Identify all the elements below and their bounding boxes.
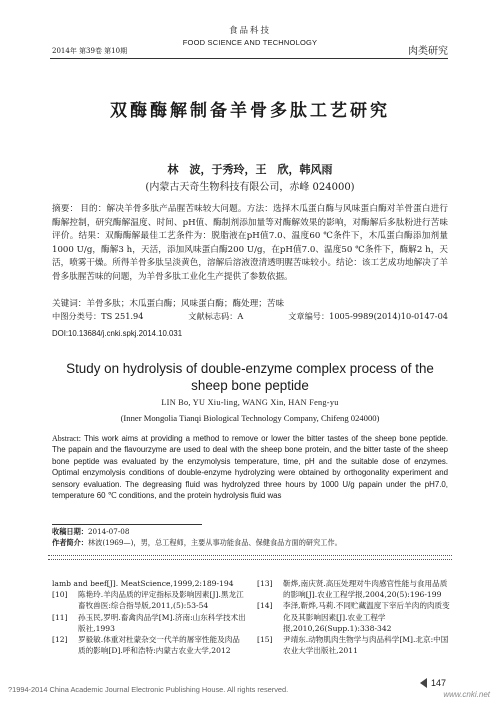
journal-name-en: FOOD SCIENCE AND TECHNOLOGY — [182, 38, 318, 47]
abstract-cn-label: 摘要： — [52, 204, 79, 214]
references-left-column — [52, 578, 247, 656]
reference-text: 罗毅敏.体重对杜蒙杂交一代羊的屠宰性能及肉品质的影响[D].呼和浩特:内蒙古农业大学,2012 — [78, 635, 240, 656]
reference-item — [52, 612, 247, 634]
affiliation-cn: (内蒙古天奇生物科技有限公司，赤峰 024000) — [145, 182, 355, 193]
authors-cn: 林 波，于秀玲，王 欣，韩风雨 — [167, 163, 333, 176]
received-label: 收稿日期： — [52, 527, 88, 536]
reference-text: 尹靖东.动物肌肉生物学与肉品科学[M].北京:中国农业大学出版社,2011 — [283, 635, 449, 656]
keywords-cn-text: 羊骨多肽；木瓜蛋白酶；风味蛋白酶；酶处理；苦味 — [86, 299, 285, 309]
reference-number: [10] — [52, 590, 68, 600]
author-label: 作者简介： — [52, 538, 88, 547]
reference-number: [14] — [257, 601, 273, 611]
page-number — [420, 678, 446, 688]
triangle-left-icon — [420, 678, 427, 688]
cnki-watermark: www.cnki.net — [443, 690, 490, 699]
doi[interactable]: DOI:10.13684/j.cnki.spkj.2014.10.031 — [52, 329, 183, 338]
reference-number: [15] — [257, 635, 273, 645]
reference-item — [52, 578, 247, 589]
reference-item — [257, 600, 452, 634]
abstract-en — [52, 433, 448, 501]
affiliation-en: (Inner Mongolia Tianqi Biological Technology Company, Chifeng 024000) — [120, 413, 380, 423]
page-break-dots — [48, 555, 452, 556]
issue-info: 2014年 第39卷 第10期 — [52, 47, 128, 55]
footnote-author — [52, 538, 342, 548]
reference-text: 靳烨,南庆贤.高压处理对牛肉感官性能与食用品质的影响[J].农业工程学报,2004,20(5):196-199 — [283, 579, 448, 600]
reference-number: [11] — [52, 612, 68, 622]
reference-item — [257, 634, 452, 656]
header-rule — [50, 58, 448, 59]
page-number-text: 147 — [430, 678, 446, 688]
title-cn: 双酶酶解制备羊骨多肽工艺研究 — [110, 101, 390, 121]
copyright-footer: ?1994-2014 China Academic Journal Electronic Publishing House. All rights reserved. — [8, 685, 289, 694]
article-meta — [52, 311, 448, 322]
document-code: 文献标志码：A — [188, 311, 244, 321]
abstract-cn-text: 目的：解决羊骨多肽产品腥苦味较大问题。方法：选择木瓜蛋白酶与风味蛋白酶对羊骨蛋白进行酶解控制，研究酶解温度、时间、pH值、酶制剂添加量等对酶解效果的影响，对酶解后多肽粉进行苦味评价。结果：双酶酶解最佳工艺条件为：脱脂液在pH值7.0、温度60 ℃条件下，木瓜蛋白酶添加剂量1000 U/g，酶解3 h，天活，添加风味蛋白酶200 U/g，在pH值7.0、温度50 ℃条件下，酶解2 h，天活，喷雾干燥。所得羊骨多肽呈淡黄色，溶解后溶液澄清透明腥苦味较小。结论：该工艺成功地解决了羊骨多肽腥苦味的问题，为羊骨多肽工业化生产提供了参数依据。 — [52, 204, 448, 282]
page-break-dots — [48, 559, 452, 560]
author-bio: 林波(1969—)，男，总工程师，主要从事功能食品、保健食品方面的研究工作。 — [87, 538, 342, 547]
reference-text: 李泽,靳烨,马莉.不同贮藏温度下宰后羊肉的肉质变化及其影响因素[J].农业工程学报,2010,26(Supp.1):338-342 — [283, 601, 450, 633]
reference-text: 陈艳玲.羊肉品质的评定指标及影响因素[J].黑龙江畜牧兽医:综合指导版,2011,(5):53-54 — [78, 590, 244, 611]
title-en: Study on hydrolysis of double-enzyme complex process of the sheep bone peptide — [66, 361, 434, 393]
abstract-en-label: Abstract: — [52, 434, 81, 443]
reference-text: 孙玉民,罗明.畜禽肉品学[M].济南:山东科学技术出版社,1993 — [78, 612, 246, 633]
authors-en: LIN Bo, YU Xiu-ling, WANG Xin, HAN Feng-yu — [161, 398, 339, 407]
references-right-column — [257, 578, 452, 656]
footnote-rule — [52, 524, 202, 525]
keywords-cn-label: 关键词： — [52, 299, 87, 309]
journal-name-cn: 食品科技 — [228, 26, 271, 36]
reference-item — [257, 578, 452, 600]
section-name: 肉类研究 — [408, 46, 448, 57]
footnote-received — [52, 527, 129, 537]
abstract-cn — [52, 203, 448, 285]
reference-text: lamb and beef[J]. MeatScience,1999,2:189-194 — [52, 579, 234, 588]
article-number: 文章编号：1005-9989(2014)10-0147-04 — [288, 311, 448, 321]
clc-number: 中图分类号：TS 251.94 — [52, 311, 144, 321]
reference-item — [52, 634, 247, 656]
reference-number: [13] — [257, 579, 273, 588]
abstract-en-text: This work aims at providing a method to remove or lower the bitter tastes of the sheep bone peptide. The papain and the flavourzyme are used to deal with the sheep bone protein, and the bitter taste of the sheep bone peptide was evaluated by the enzymolysis temperature, time, pH and the suitable dose of enzymes. Optimal enzymolysis conditions of double-enzyme hydrolyzing were obtained by orthogonality experiment and sensory evaluation. The degreasing fluid was hydrolyzed three hours by 1000 U/g papain under the pH7.0, temperature 60 ℃ conditions, and the protein hydrolysis fluid was — [52, 434, 448, 501]
reference-item — [52, 589, 247, 611]
received-date: 2014-07-08 — [87, 527, 130, 536]
reference-number: [12] — [52, 635, 68, 645]
keywords-cn — [52, 297, 448, 309]
